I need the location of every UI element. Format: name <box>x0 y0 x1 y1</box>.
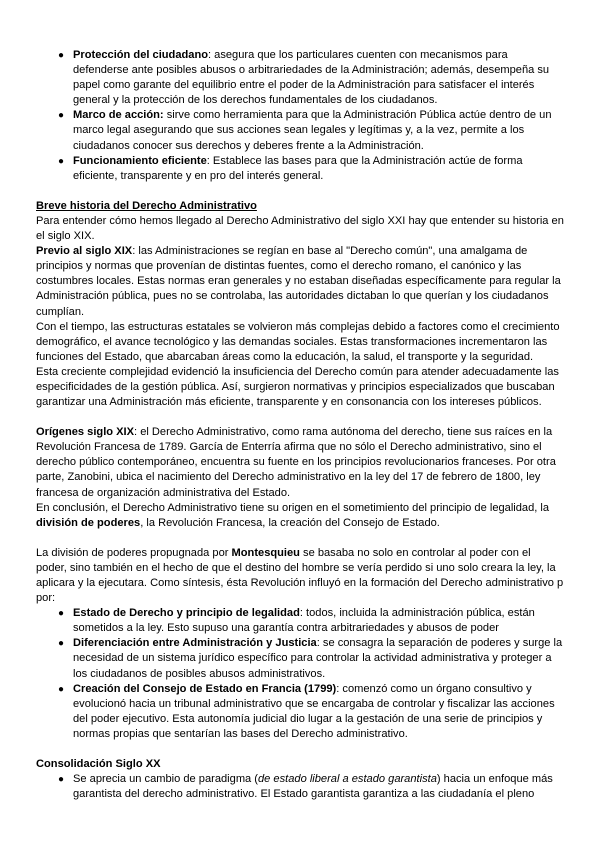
origenes-paragraph <box>36 425 564 500</box>
list-item <box>36 606 564 636</box>
list-item-text: sirve como herramienta para que la Administración Pública actúe dentro de un marco legal asegurando que sus acciones sean legales y legítimas y, a la vez, permite a los ciudadanos conocer sus derechos y deberes frente a la Administración. <box>73 109 552 152</box>
list-item <box>36 772 564 802</box>
montesquieu-bold: Montesquieu <box>231 546 300 559</box>
conclusion-text: En conclusión, el Derecho Administrativo tiene su origen en el sometimiento del principio de legalidad, la <box>36 501 550 514</box>
bullet-icon: ● <box>58 155 65 167</box>
creciente-paragraph: Esta creciente complejidad evidenció la insuficiencia del Derecho común para atender adecuadamente las especificidades de la gestión pública. Así, surgieron normativas y principios especializados que buscaban garantizar una Administración más eficiente, transparente y en consonancia con los intereses públicos. <box>36 365 559 409</box>
list-item-term: Estado de Derecho y principio de legalidad <box>73 607 300 620</box>
list-item <box>36 48 564 108</box>
document-page <box>36 48 564 802</box>
list-item <box>36 682 564 742</box>
list-item-text: : todos, incluida la administración pública, están sometidos a la ley. Esto supuso una garantía contra arbitrariedades y abusos de poder <box>73 607 535 635</box>
list-item-italic: de estado liberal a estado garantista <box>258 773 437 786</box>
division-text-end: se basaba no solo en controlar al poder con el poder, sino también en el hecho de que el destino del hombre se vería perdido si uno solo creara la ley, la aplicara y la ejecutara. Como síntesis, ésta Revolución influyó en la formación del Derecho administrativo p por: <box>36 546 564 605</box>
list-item-term: Diferenciación entre Administración y Justicia <box>73 637 317 650</box>
bullet-icon: ● <box>58 608 65 620</box>
list-item-text: : Establece las bases para que la Administración actúe de forma eficiente, transparente y en pro del interés general. <box>73 154 523 182</box>
tiempo-paragraph: Con el tiempo, las estructuras estatales se volvieron más complejas debido a factores como el crecimiento demográfico, el avance tecnológico y las demandas sociales. Estas transformaciones incrementaron las funciones del Estado, que abarcaban áreas como la educación, la salud, el transporte y la seguridad. <box>36 320 560 363</box>
history-intro: Para entender cómo hemos llegado al Derecho Administrativo del siglo XXI hay que entender su historia en el siglo XIX. <box>36 214 564 243</box>
list-item-text: : asegura que los particulares cuenten con mecanismos para defenderse ante posibles abusos o arbitrariedades de la Administración; además, desempeña su papel como garante del equilibrio entre el poder de la Administración para satisfacer el interés general y la protección de los derechos fundamentales de los ciudadanos. <box>73 49 550 107</box>
list-item <box>36 154 564 184</box>
previo-paragraph <box>36 244 564 319</box>
history-heading: Breve historia del Derecho Administrativo <box>36 199 257 212</box>
bullet-icon: ● <box>58 683 65 695</box>
origenes-term: Orígenes siglo XIX <box>36 426 135 439</box>
conclusion-paragraph <box>36 501 564 531</box>
list-item <box>36 108 564 153</box>
list-item-text: : comenzó como un órgano consultivo y evolucionó hacia un tribunal administrativo que se encargaba de controlar y fiscalizar las acciones del poder ejecutivo. Esta autonomía judicial dio lugar a la gestación de una serie de principios y normas propias que sentarían las bases del Derecho administrativo. <box>73 682 555 740</box>
list-item-term: Protección del ciudadano <box>73 49 208 61</box>
conclusion-bold: división de poderes <box>36 516 141 529</box>
bullet-icon: ● <box>58 774 65 786</box>
list-item-text: : se consagra la separación de poderes y surge la necesidad de un sistema jurídico específico para controlar la actividad administrativa y proteger a los ciudadanos de posibles abusos administrativos. <box>73 637 563 680</box>
previo-term: Previo al siglo XIX <box>36 245 133 258</box>
intro-bullet-list <box>36 48 564 184</box>
list-item-text: Se aprecia un cambio de paradigma ( <box>73 773 259 786</box>
consolidacion-bullet-list <box>36 772 564 802</box>
list-item-term: Funcionamiento eficiente <box>73 154 207 167</box>
division-text: La división de poderes propugnada por <box>36 546 232 559</box>
previo-text: : las Administraciones se regían en base al "Derecho común", una amalgama de principios y normas que provenían de distintas fuentes, como el derecho romano, el canónico y las costumbres locales. Estas normas eran generales y no estaban diseñadas específicamente para regular la Administración pública, pues no se controlaba, las autoridades dictaban lo que querían y los ciudadanos cumplían. <box>36 245 561 318</box>
list-item-text-end: ) hacia un enfoque más garantista del derecho administrativo. El Estado garantista garantiza a las ciudadanía el pleno <box>73 773 553 801</box>
origenes-text: : el Derecho Administrativo, como rama autónoma del derecho, tiene sus raíces en la Revolución Francesa de 1789. García de Enterría afirma que no sólo el Derecho administrativo, sino el derecho público contemporáneo, encuentra su fuente en los principios revolucionarios franceses. Por otra parte, Zanobini, ubica el nacimiento del Derecho administrativo en la ley del 17 de febrero de 1800, ley francesa de organización administrativa del Estado. <box>36 426 556 499</box>
bullet-icon: ● <box>58 110 65 122</box>
bullet-icon: ● <box>58 50 65 61</box>
list-item-term: Creación del Consejo de Estado en Francia (1799) <box>73 682 337 695</box>
list-item-term: Marco de acción: <box>73 109 164 122</box>
conclusion-text-end: , la Revolución Francesa, la creación del Consejo de Estado. <box>140 516 440 529</box>
consolidacion-heading-text: Consolidación Siglo XX <box>36 758 161 771</box>
consolidacion-heading <box>36 757 564 772</box>
bullet-icon: ● <box>58 638 65 650</box>
list-item <box>36 636 564 681</box>
division-bullet-list <box>36 606 564 742</box>
division-paragraph <box>36 546 564 606</box>
